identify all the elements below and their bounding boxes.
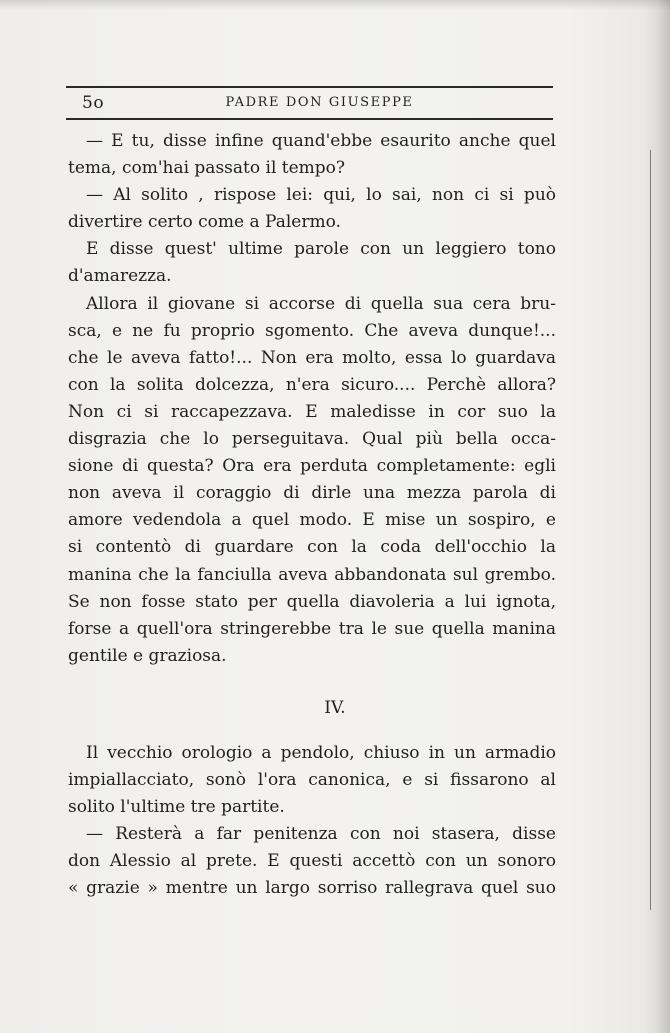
text-line: Se non fosse stato per quella diavoleria a lui ignota,: [68, 591, 556, 612]
text-line: — Resterà a far penitenza con noi stasera, disse: [86, 824, 556, 845]
text-line: sione di questa? Ora era perduta completamente: egli: [68, 456, 556, 477]
page-top-shadow: [0, 0, 670, 10]
text-line: Il vecchio orologio a pendolo, chiuso in un armadio: [86, 743, 556, 763]
text-block-1: [68, 128, 556, 670]
text-line: impiallacciato, sonò l'ora canonica, e si fissarono al: [68, 770, 556, 791]
page-header: [66, 86, 553, 120]
text-line: che le aveva fatto!... Non era molto, essa lo guardava: [68, 347, 556, 368]
text-line: sca, e ne fu proprio sgomento. Che aveva dunque!...: [68, 320, 556, 341]
text-line: amore vedendola a quel modo. E mise un sospiro, e: [68, 510, 556, 531]
running-title: PADRE DON GIUSEPPE: [225, 95, 414, 110]
text-line: tema, com'hai passato il tempo?: [68, 158, 346, 179]
text-line: gentile e graziosa.: [68, 645, 227, 666]
section-heading: IV.: [324, 698, 346, 718]
text-line: E disse quest' ultime parole con un leggiero tono: [86, 239, 556, 260]
text-line: disgrazia che lo perseguitava. Qual più bella occa-: [68, 429, 556, 450]
text-line: d'amarezza.: [68, 266, 172, 287]
text-line: con la solita dolcezza, n'era sicuro.... Perchè allora?: [68, 374, 556, 395]
binding-edge: [650, 150, 651, 910]
text-line: divertire certo come a Palermo.: [68, 212, 341, 233]
page-edge-shadow: [642, 0, 670, 1033]
text-line: non aveva il coraggio di dirle una mezza parola di: [68, 483, 556, 504]
text-line: — E tu, disse infine quand'ebbe esaurito anche quel: [86, 131, 556, 151]
text-line: si contentò di guardare con la coda dell'occhio la: [68, 537, 556, 558]
text-line: forse a quell'ora stringerebbe tra le sue quella manina: [68, 618, 556, 639]
text-line: « grazie » mentre un largo sorriso rallegrava quel suo: [68, 878, 556, 899]
text-line: don Alessio al prete. E questi accettò con un sonoro: [68, 851, 556, 872]
text-block-2: [68, 740, 556, 903]
text-line: manina che la fanciulla aveva abbandonata sul grembo.: [68, 564, 556, 585]
text-line: — Al solito , rispose lei: qui, lo sai, non ci si può: [86, 185, 556, 206]
text-line: Non ci si raccapezzava. E maledisse in cor suo la: [68, 401, 556, 422]
page-number: 5o: [82, 93, 105, 113]
text-line: solito l'ultime tre partite.: [68, 797, 285, 818]
text-line: Allora il giovane si accorse di quella sua cera bru-: [86, 293, 556, 314]
